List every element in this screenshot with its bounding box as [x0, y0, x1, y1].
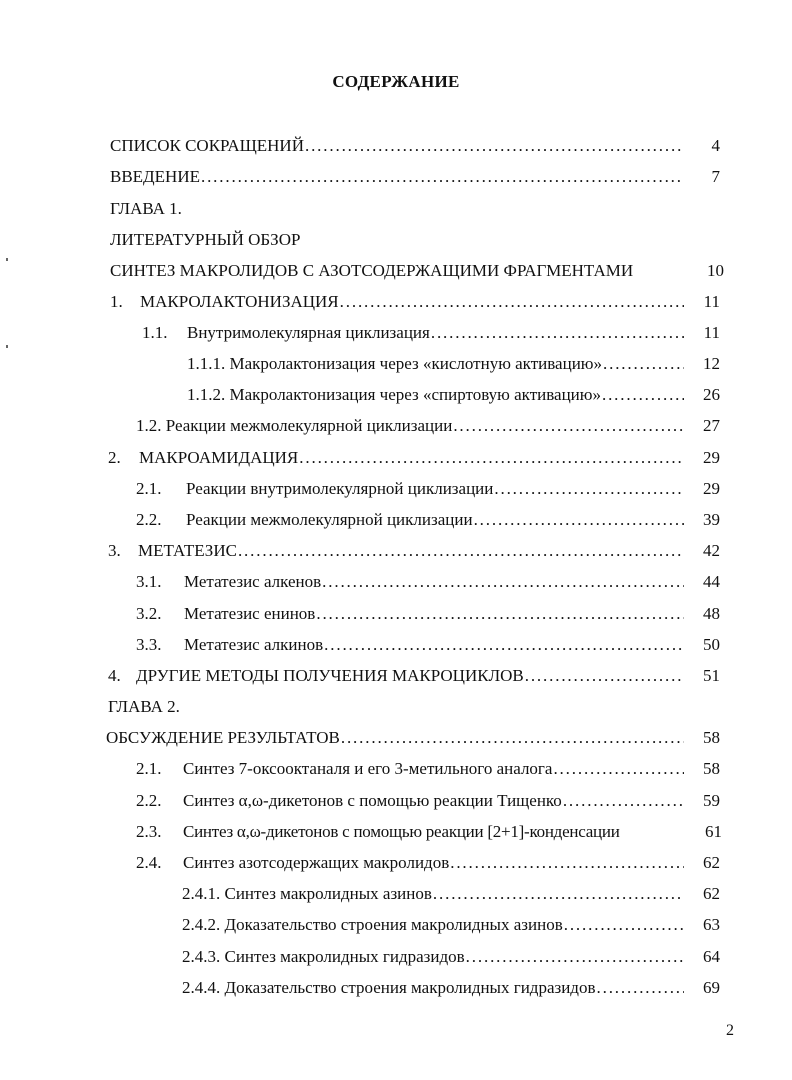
toc-leader	[603, 354, 684, 374]
toc-leader	[201, 167, 684, 187]
toc-leader	[238, 541, 684, 561]
toc-entry-text: 1.1.1. Макролактонизация через «кислотную активацию»	[187, 354, 602, 373]
toc-leader	[564, 915, 684, 935]
toc-entry-page: 51	[703, 666, 720, 685]
toc-entry-page: 63	[703, 915, 720, 934]
toc-leader	[553, 759, 684, 779]
toc-entry-number: 2.	[108, 448, 121, 467]
toc-entry[interactable]	[110, 257, 696, 281]
toc-entry-text: ЛИТЕРАТУРНЫЙ ОБЗОР	[110, 230, 301, 249]
toc-entry-text: Реакции внутримолекулярной циклизации	[186, 479, 494, 498]
page-title: СОДЕРЖАНИЕ	[332, 72, 460, 91]
toc-entry-page: 29	[703, 448, 720, 467]
toc-entry-number: 2.3.	[136, 822, 162, 841]
toc-leader	[433, 884, 684, 904]
toc-entry[interactable]	[182, 911, 686, 935]
toc-entry-text: Синтез α,ω-дикетонов с помощью реакции [2+1]-конденсации	[183, 822, 620, 841]
toc-leader	[474, 510, 684, 530]
toc-entry-text: Реакции межмолекулярной циклизации	[186, 510, 473, 529]
toc-entry-page: 62	[703, 884, 720, 903]
toc-entry[interactable]	[110, 288, 686, 312]
toc-entry[interactable]	[136, 787, 686, 811]
toc-entry-text: МЕТАТЕЗИС	[138, 541, 237, 560]
toc-entry-page: 42	[703, 541, 720, 560]
toc-leader	[466, 947, 684, 967]
toc-entry-text: ДРУГИЕ МЕТОДЫ ПОЛУЧЕНИЯ МАКРОЦИКЛОВ	[136, 666, 524, 685]
toc-entry-number: 2.1.	[136, 479, 162, 498]
toc-entry[interactable]	[136, 568, 686, 592]
toc-entry-page: 44	[703, 572, 720, 591]
toc-leader	[450, 853, 684, 873]
toc-leader	[525, 666, 684, 686]
toc-entry[interactable]	[136, 475, 686, 499]
toc-entry-page: 10	[707, 261, 724, 280]
toc-entry-text: Метатезис алкинов	[184, 635, 324, 654]
toc-entry-page: 64	[703, 947, 720, 966]
toc-leader	[453, 416, 684, 436]
toc-entry[interactable]	[182, 880, 686, 904]
toc-entry-text: 2.4.1. Синтез макролидных азинов	[182, 884, 432, 903]
toc-entry-number: 3.2.	[136, 604, 162, 623]
toc-entry-text: СПИСОК СОКРАЩЕНИЙ	[110, 136, 304, 155]
toc-entry-page: 11	[703, 292, 720, 311]
toc-leader	[299, 448, 684, 468]
toc-entry[interactable]	[110, 163, 686, 187]
toc-leader	[324, 635, 684, 655]
toc-entry-text: МАКРОАМИДАЦИЯ	[139, 448, 299, 467]
toc-entry-number: 1.1.	[142, 323, 168, 342]
toc-leader	[316, 604, 684, 624]
toc-entry[interactable]	[106, 724, 686, 748]
toc-entry-text: 1.1.2. Макролактонизация через «спиртовую активацию»	[187, 385, 601, 404]
toc-entry-number: 3.1.	[136, 572, 162, 591]
toc-entry-text: ВВЕДЕНИЕ	[110, 167, 200, 186]
toc-entry-page: 39	[703, 510, 720, 529]
toc-entry-page: 48	[703, 604, 720, 623]
toc-entry[interactable]	[110, 195, 686, 219]
toc-entry[interactable]	[136, 631, 686, 655]
toc-entry-number: 4.	[108, 666, 121, 685]
toc-entry[interactable]	[108, 537, 686, 561]
toc-entry-text: ОБСУЖДЕНИЕ РЕЗУЛЬТАТОВ	[106, 728, 340, 747]
toc-entry-number: 2.2.	[136, 791, 162, 810]
toc-entry[interactable]	[142, 319, 686, 343]
toc-entry-page: 7	[711, 167, 720, 186]
toc-entry-page: 59	[703, 791, 720, 810]
toc-entry[interactable]	[136, 412, 686, 436]
toc-entry-text: 2.4.3. Синтез макролидных гидразидов	[182, 947, 465, 966]
toc-entry[interactable]	[136, 818, 692, 842]
toc-entry-number: 1.	[110, 292, 123, 311]
scan-mark	[6, 258, 8, 261]
toc-entry[interactable]	[108, 444, 686, 468]
toc-entry-number: 3.	[108, 541, 121, 560]
toc-entry[interactable]	[136, 849, 686, 873]
toc-entry-text: Метатезис алкенов	[184, 572, 322, 591]
toc-entry-text: Метатезис енинов	[184, 604, 316, 623]
toc-entry[interactable]	[182, 943, 686, 967]
toc-entry[interactable]	[136, 755, 686, 779]
toc-entry-page: 62	[703, 853, 720, 872]
toc-entry-text: 1.2. Реакции межмолекулярной циклизации	[136, 416, 453, 435]
toc-entry[interactable]	[187, 350, 686, 374]
toc-leader	[597, 978, 685, 998]
toc-entry-text: Синтез α,ω-дикетонов с помощью реакции Тищенко	[183, 791, 562, 810]
toc-entry-text: 2.4.2. Доказательство строения макролидных азинов	[182, 915, 563, 934]
toc-leader	[431, 323, 684, 343]
toc-entry[interactable]	[187, 381, 686, 405]
toc-leader	[341, 728, 684, 748]
toc-entry-text: Внутримолекулярная циклизация	[187, 323, 430, 342]
toc-entry-text: МАКРОЛАКТОНИЗАЦИЯ	[140, 292, 339, 311]
toc-entry-page: 26	[703, 385, 720, 404]
toc-entry-page: 12	[703, 354, 720, 373]
toc-entry-page: 29	[703, 479, 720, 498]
toc-entry[interactable]	[108, 693, 686, 717]
toc-entry[interactable]	[182, 974, 686, 998]
toc-entry-number: 3.3.	[136, 635, 162, 654]
toc-entry[interactable]	[110, 226, 686, 250]
toc-entry-page: 69	[703, 978, 720, 997]
toc-entry-text: Синтез азотсодержащих макролидов	[183, 853, 450, 872]
toc-entry[interactable]	[110, 132, 686, 156]
toc-leader	[340, 292, 684, 312]
toc-entry-text: ГЛАВА 1.	[110, 199, 182, 218]
toc-entry-text: 2.4.4. Доказательство строения макролидных гидразидов	[182, 978, 596, 997]
toc-entry-number: 2.2.	[136, 510, 162, 529]
toc-leader	[602, 385, 684, 405]
toc-leader	[494, 479, 684, 499]
toc-entry[interactable]	[136, 600, 686, 624]
toc-entry[interactable]	[108, 662, 686, 686]
toc-entry-text: СИНТЕЗ МАКРОЛИДОВ С АЗОТСОДЕРЖАЩИМИ ФРАГМЕНТАМИ	[110, 261, 634, 280]
toc-entry-page: 4	[711, 136, 720, 155]
toc-entry-page: 61	[705, 822, 722, 841]
toc-entry-text: ГЛАВА 2.	[108, 697, 180, 716]
toc-entry[interactable]	[136, 506, 686, 530]
toc-entry-text: Синтез 7-оксооктаналя и его 3-метильного аналога	[183, 759, 553, 778]
toc-entry-number: 2.4.	[136, 853, 162, 872]
toc-entry-number: 2.1.	[136, 759, 162, 778]
toc-entry-page: 27	[703, 416, 720, 435]
toc-entry-page: 50	[703, 635, 720, 654]
toc-entry-page: 11	[703, 323, 720, 342]
scan-mark	[6, 345, 8, 348]
toc-entry-page: 58	[703, 728, 720, 747]
toc-leader	[322, 572, 684, 592]
toc-leader	[563, 791, 684, 811]
toc-leader	[305, 136, 684, 156]
page-number: 2	[726, 1022, 734, 1039]
toc-entry-page: 58	[703, 759, 720, 778]
